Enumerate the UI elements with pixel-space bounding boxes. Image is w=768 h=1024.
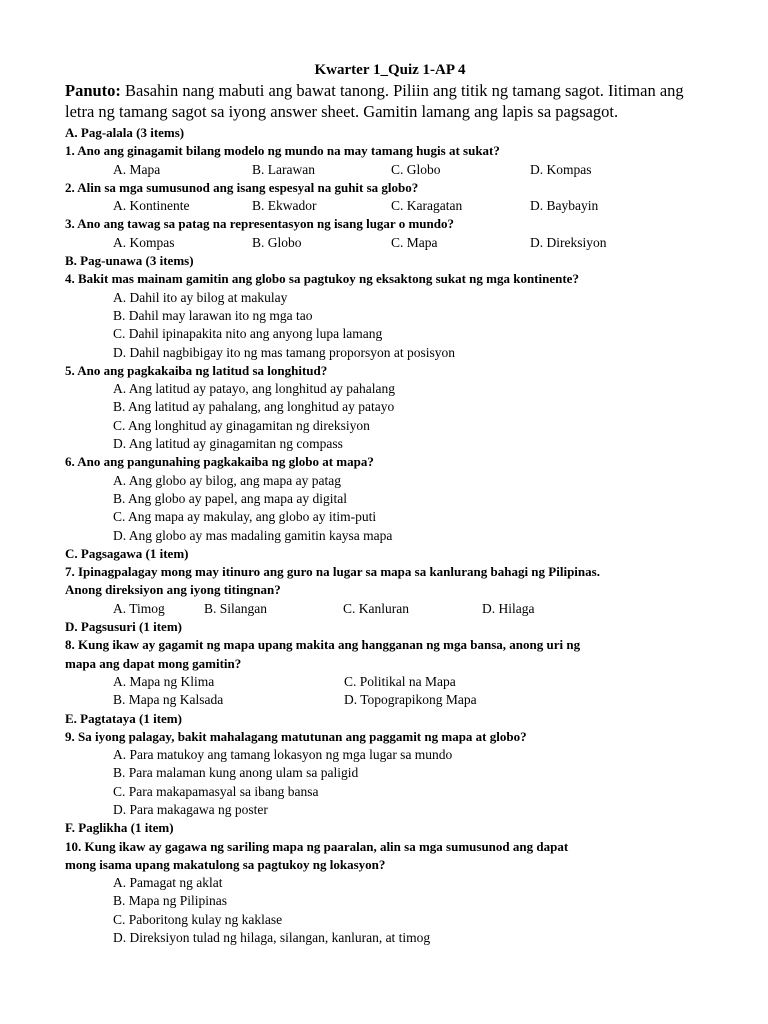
- question-8-options-row-2: [65, 691, 715, 709]
- option-d: D. Direksiyon: [530, 234, 607, 250]
- section-heading-d: D. Pagsusuri (1 item): [65, 619, 182, 635]
- option-b: B. Globo: [252, 234, 302, 250]
- question-2: 2. Alin sa mga sumusunod ang isang espesyal na guhit sa globo?: [65, 179, 419, 195]
- option-a: A. Pamagat ng aklat: [113, 875, 223, 891]
- option-c: C. Ang longhitud ay ginagamitan ng direksiyon: [113, 417, 370, 433]
- option-d: D. Kompas: [530, 161, 592, 177]
- option-d: D. Topograpikong Mapa: [344, 692, 477, 708]
- option-c: C. Mapa: [391, 234, 438, 250]
- option-a: A. Kompas: [113, 234, 175, 250]
- quiz-page: [65, 60, 715, 947]
- option-a: A. Timog: [113, 600, 165, 616]
- option-d: D. Ang latitud ay ginagamitan ng compass: [113, 436, 343, 452]
- question-8-options-row-1: [65, 673, 715, 691]
- option-a: A. Dahil ito ay bilog at makulay: [113, 289, 288, 305]
- question-9: 9. Sa iyong palagay, bakit mahalagang matutunan ang paggamit ng mapa at globo?: [65, 728, 527, 744]
- option-b: B. Larawan: [252, 161, 315, 177]
- option-c: C. Paboritong kulay ng kaklase: [113, 911, 283, 927]
- option-a: A. Para matukoy ang tamang lokasyon ng mga lugar sa mundo: [113, 747, 453, 763]
- question-5: 5. Ano ang pagkakaiba ng latitud sa longhitud?: [65, 362, 328, 378]
- option-b: B. Dahil may larawan ito ng mga tao: [113, 307, 313, 323]
- option-c: C. Dahil ipinapakita nito ang anyong lupa lamang: [113, 326, 383, 342]
- option-d: D. Baybayin: [530, 198, 599, 214]
- question-7-line-2: Anong direksiyon ang iyong titingnan?: [65, 582, 281, 598]
- option-b: B. Mapa ng Kalsada: [113, 692, 224, 708]
- option-b: B. Ang latitud ay pahalang, ang longhitud ay patayo: [113, 399, 395, 415]
- option-a: A. Kontinente: [113, 198, 190, 214]
- option-c: C. Politikal na Mapa: [344, 673, 456, 689]
- option-d: D. Ang globo ay mas madaling gamitin kaysa mapa: [113, 527, 393, 543]
- instructions-label: Panuto:: [65, 81, 121, 100]
- question-2-options: [65, 197, 715, 215]
- option-b: B. Para malaman kung anong ulam sa paligid: [113, 765, 359, 781]
- question-3-options: [65, 234, 715, 252]
- page-title: Kwarter 1_Quiz 1-AP 4: [314, 62, 466, 78]
- question-10-line-1: 10. Kung ikaw ay gagawa ng sariling mapa ng paaralan, alin sa mga sumusunod ang dapat: [65, 838, 569, 854]
- option-a: A. Mapa ng Klima: [113, 673, 215, 689]
- question-1: 1. Ano ang ginagamit bilang modelo ng mundo na may tamang hugis at sukat?: [65, 143, 500, 159]
- option-c: C. Ang mapa ay makulay, ang globo ay itim-puti: [113, 509, 377, 525]
- instructions-text: Basahin nang mabuti ang bawat tanong. Piliin ang titik ng tamang sagot. Iitiman ang letra ng tamang sagot sa iyong answer sheet. Gamitin lamang ang lapis sa pagsagot.: [65, 81, 684, 121]
- question-8-line-2: mapa ang dapat mong gamitin?: [65, 655, 242, 671]
- section-heading-a: A. Pag-alala (3 items): [65, 125, 185, 140]
- question-7-options: [65, 600, 715, 618]
- instructions: [65, 81, 715, 122]
- option-b: B. Mapa ng Pilipinas: [113, 893, 227, 909]
- option-c: C. Globo: [391, 161, 441, 177]
- option-b: B. Ekwador: [252, 198, 317, 214]
- question-10-line-2: mong isama upang makatulong sa pagtukoy ng lokasyon?: [65, 856, 386, 872]
- option-b: B. Ang globo ay papel, ang mapa ay digital: [113, 490, 347, 506]
- section-heading-e: E. Pagtataya (1 item): [65, 710, 182, 726]
- option-c: C. Kanluran: [343, 600, 409, 616]
- option-d: D. Direksiyon tulad ng hilaga, silangan, kanluran, at timog: [113, 930, 431, 946]
- section-heading-b: B. Pag-unawa (3 items): [65, 253, 194, 269]
- question-8-line-1: 8. Kung ikaw ay gagamit ng mapa upang makita ang hangganan ng mga bansa, anong uri ng: [65, 637, 581, 653]
- option-d: D. Para makagawa ng poster: [113, 801, 268, 817]
- option-a: A. Ang latitud ay patayo, ang longhitud ay pahalang: [113, 381, 395, 397]
- section-heading-c: C. Pagsagawa (1 item): [65, 545, 189, 561]
- section-heading-f: F. Paglikha (1 item): [65, 820, 174, 836]
- option-b: B. Silangan: [204, 600, 267, 616]
- question-7-line-1: 7. Ipinagpalagay mong may itinuro ang guro na lugar sa mapa sa kanlurang bahagi ng Pilipinas.: [65, 564, 600, 580]
- option-c: C. Karagatan: [391, 198, 463, 214]
- option-a: A. Mapa: [113, 161, 161, 177]
- question-3: 3. Ano ang tawag sa patag na representasyon ng isang lugar o mundo?: [65, 216, 454, 232]
- option-a: A. Ang globo ay bilog, ang mapa ay patag: [113, 472, 341, 488]
- option-d: D. Hilaga: [482, 600, 535, 616]
- question-1-options: [65, 161, 715, 179]
- question-6: 6. Ano ang pangunahing pagkakaiba ng globo at mapa?: [65, 454, 374, 470]
- question-4: 4. Bakit mas mainam gamitin ang globo sa pagtukoy ng eksaktong sukat ng mga kontinente?: [65, 271, 579, 287]
- option-c: C. Para makapamasyal sa ibang bansa: [113, 783, 319, 799]
- option-d: D. Dahil nagbibigay ito ng mas tamang proporsyon at posisyon: [113, 344, 455, 360]
